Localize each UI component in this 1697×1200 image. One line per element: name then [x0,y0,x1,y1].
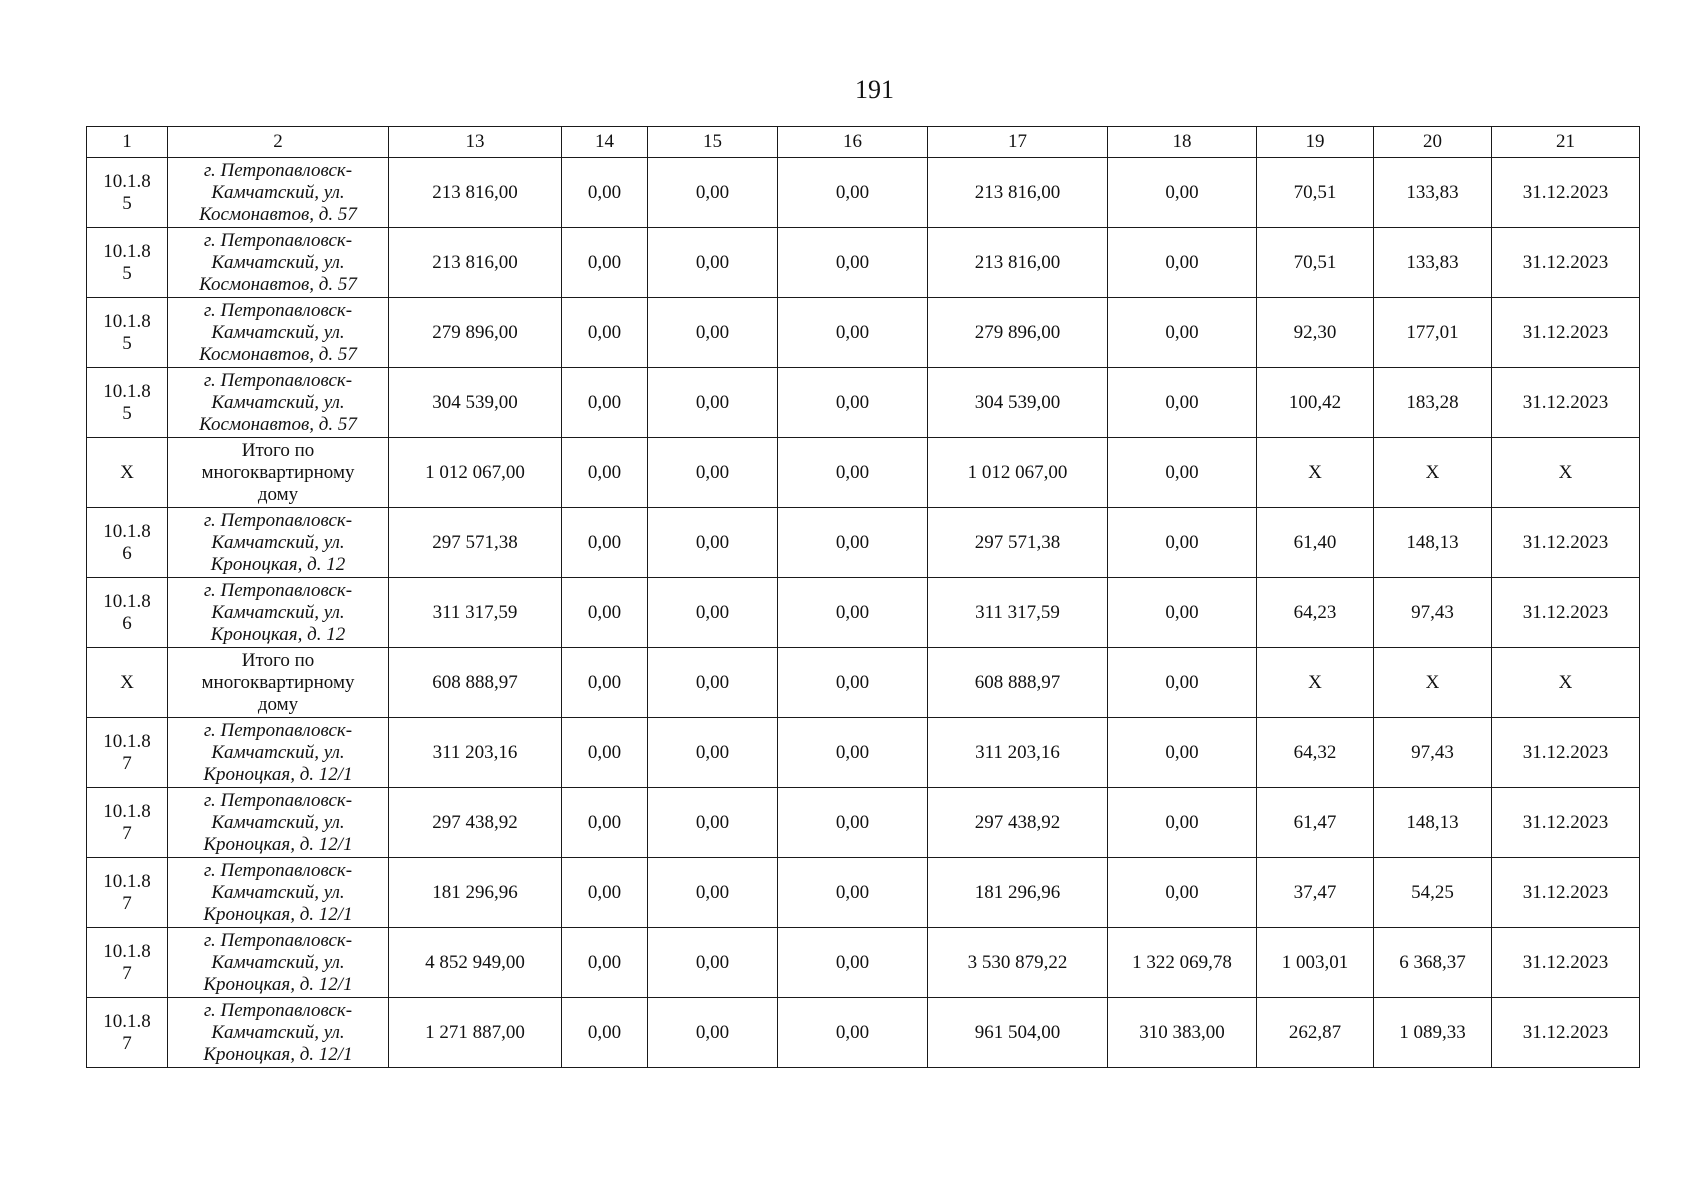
table-row [87,578,1640,648]
cell-col-13: 213 816,00 [389,158,562,228]
address-line: Кроноцкая, д. 12/1 [203,833,353,855]
cell-col-17: 213 816,00 [928,158,1108,228]
cell-col-20: 97,43 [1374,578,1492,648]
cell-col-17: 608 888,97 [928,648,1108,718]
address-line: Камчатский, ул. [211,601,345,623]
cell-col-16: 0,00 [778,298,928,368]
row-number-line: 5 [122,262,132,284]
cell-col-14: 0,00 [562,508,648,578]
table-row [87,718,1640,788]
address-line: Кроноцкая, д. 12/1 [203,1043,353,1065]
cell-col-19: 1 003,01 [1257,928,1374,998]
cell-col-13: 297 571,38 [389,508,562,578]
table-header [87,127,1640,158]
cell-col-15: 0,00 [648,648,778,718]
cell-col-19: 37,47 [1257,858,1374,928]
address-line: дому [257,693,299,715]
cell-col-19: 61,40 [1257,508,1374,578]
address-line: Кроноцкая, д. 12/1 [203,903,353,925]
column-header-19: 19 [1257,127,1374,158]
address-line: Кроноцкая, д. 12/1 [203,763,353,785]
address-cell [168,788,389,858]
cell-col-18: 0,00 [1108,508,1257,578]
cell-col-14: 0,00 [562,648,648,718]
column-header-21: 21 [1492,127,1640,158]
address-cell [168,858,389,928]
cell-col-21: 31.12.2023 [1492,508,1640,578]
address-cell [168,648,389,718]
cell-col-17: 1 012 067,00 [928,438,1108,508]
cell-col-19: 70,51 [1257,158,1374,228]
cell-col-18: 0,00 [1108,858,1257,928]
row-number-line: 10.1.8 [103,520,151,542]
row-number-cell [87,228,168,298]
table-row [87,298,1640,368]
row-number-line: 10.1.8 [103,870,151,892]
row-number-line: 5 [122,332,132,354]
cell-col-20: X [1374,438,1492,508]
column-header-14: 14 [562,127,648,158]
address-line: г. Петропавловск- [203,369,353,391]
row-number-line: 7 [122,892,132,914]
address-line: г. Петропавловск- [203,299,353,321]
cell-col-15: 0,00 [648,158,778,228]
cell-col-20: 133,83 [1374,158,1492,228]
cell-col-18: 0,00 [1108,228,1257,298]
row-number-line: 10.1.8 [103,940,151,962]
address-line: Космонавтов, д. 57 [199,343,357,365]
row-number-cell [87,718,168,788]
column-header-1: 1 [87,127,168,158]
cell-col-16: 0,00 [778,998,928,1068]
cell-col-15: 0,00 [648,578,778,648]
cell-col-16: 0,00 [778,718,928,788]
table-row [87,368,1640,438]
cell-col-20: 183,28 [1374,368,1492,438]
cell-col-21: 31.12.2023 [1492,718,1640,788]
cell-col-17: 181 296,96 [928,858,1108,928]
row-number-cell [87,158,168,228]
row-number-line: X [120,671,134,693]
address-cell [168,368,389,438]
cell-col-15: 0,00 [648,228,778,298]
cell-col-18: 1 322 069,78 [1108,928,1257,998]
cell-col-18: 0,00 [1108,158,1257,228]
address-cell [168,578,389,648]
cell-col-21: 31.12.2023 [1492,298,1640,368]
cell-col-19: 92,30 [1257,298,1374,368]
address-cell [168,298,389,368]
row-number-line: 7 [122,962,132,984]
cell-col-13: 181 296,96 [389,858,562,928]
header-row [87,127,1640,158]
table-row [87,928,1640,998]
cell-col-20: 54,25 [1374,858,1492,928]
address-line: Итого по [241,439,315,461]
cell-col-13: 279 896,00 [389,298,562,368]
cell-col-16: 0,00 [778,858,928,928]
cell-col-16: 0,00 [778,648,928,718]
cell-col-18: 310 383,00 [1108,998,1257,1068]
cell-col-17: 3 530 879,22 [928,928,1108,998]
address-line: Камчатский, ул. [211,321,345,343]
address-line: Камчатский, ул. [211,391,345,413]
cell-col-14: 0,00 [562,298,648,368]
address-line: Космонавтов, д. 57 [199,413,357,435]
cell-col-15: 0,00 [648,368,778,438]
cell-col-21: 31.12.2023 [1492,158,1640,228]
cell-col-15: 0,00 [648,998,778,1068]
address-cell [168,998,389,1068]
cell-col-13: 213 816,00 [389,228,562,298]
address-line: многоквартирному [201,671,355,693]
cell-col-18: 0,00 [1108,648,1257,718]
cell-col-14: 0,00 [562,158,648,228]
cell-col-13: 4 852 949,00 [389,928,562,998]
cell-col-13: 608 888,97 [389,648,562,718]
address-line: г. Петропавловск- [203,859,353,881]
cell-col-18: 0,00 [1108,578,1257,648]
cell-col-13: 297 438,92 [389,788,562,858]
cell-col-21: 31.12.2023 [1492,578,1640,648]
address-line: Камчатский, ул. [211,531,345,553]
cell-col-21: 31.12.2023 [1492,228,1640,298]
cell-col-21: 31.12.2023 [1492,788,1640,858]
cell-col-21: X [1492,648,1640,718]
cell-col-20: 148,13 [1374,508,1492,578]
address-line: г. Петропавловск- [203,229,353,251]
table-row [87,228,1640,298]
table-body [87,158,1640,1068]
cell-col-20: 1 089,33 [1374,998,1492,1068]
cell-col-15: 0,00 [648,928,778,998]
cell-col-20: 177,01 [1374,298,1492,368]
address-line: Космонавтов, д. 57 [199,273,357,295]
cell-col-16: 0,00 [778,578,928,648]
cell-col-17: 279 896,00 [928,298,1108,368]
cell-col-19: 64,23 [1257,578,1374,648]
row-number-line: 7 [122,822,132,844]
address-line: Кроноцкая, д. 12/1 [203,973,353,995]
cell-col-21: 31.12.2023 [1492,998,1640,1068]
address-line: г. Петропавловск- [203,159,353,181]
cell-col-16: 0,00 [778,788,928,858]
cell-col-17: 311 317,59 [928,578,1108,648]
address-cell [168,438,389,508]
row-number-cell [87,298,168,368]
row-number-cell [87,858,168,928]
cell-col-20: 133,83 [1374,228,1492,298]
row-number-line: 10.1.8 [103,240,151,262]
cell-col-21: 31.12.2023 [1492,858,1640,928]
cell-col-17: 304 539,00 [928,368,1108,438]
row-number-cell [87,788,168,858]
cell-col-14: 0,00 [562,578,648,648]
table-row [87,438,1640,508]
address-line: г. Петропавловск- [203,509,353,531]
row-number-cell [87,928,168,998]
cell-col-16: 0,00 [778,158,928,228]
cell-col-14: 0,00 [562,858,648,928]
cell-col-13: 1 271 887,00 [389,998,562,1068]
address-line: Космонавтов, д. 57 [199,203,357,225]
cell-col-15: 0,00 [648,788,778,858]
cell-col-20: 97,43 [1374,718,1492,788]
row-number-cell [87,998,168,1068]
address-line: Кроноцкая, д. 12 [210,553,346,575]
address-line: г. Петропавловск- [203,719,353,741]
address-line: Камчатский, ул. [211,881,345,903]
cell-col-20: X [1374,648,1492,718]
row-number-line: 6 [122,542,132,564]
address-line: Кроноцкая, д. 12 [210,623,346,645]
cell-col-21: X [1492,438,1640,508]
cell-col-18: 0,00 [1108,368,1257,438]
page-number: 191 [855,75,894,104]
table-row [87,648,1640,718]
cell-col-18: 0,00 [1108,788,1257,858]
cell-col-15: 0,00 [648,298,778,368]
cell-col-14: 0,00 [562,368,648,438]
cell-col-14: 0,00 [562,438,648,508]
address-cell [168,158,389,228]
cell-col-17: 297 438,92 [928,788,1108,858]
table-row [87,998,1640,1068]
cell-col-21: 31.12.2023 [1492,368,1640,438]
address-line: Камчатский, ул. [211,181,345,203]
cell-col-20: 148,13 [1374,788,1492,858]
cell-col-14: 0,00 [562,998,648,1068]
address-line: дому [257,483,299,505]
address-line: Камчатский, ул. [211,951,345,973]
cell-col-15: 0,00 [648,508,778,578]
cell-col-19: 262,87 [1257,998,1374,1068]
cell-col-18: 0,00 [1108,438,1257,508]
address-line: Камчатский, ул. [211,741,345,763]
column-header-17: 17 [928,127,1108,158]
cell-col-13: 1 012 067,00 [389,438,562,508]
row-number-cell [87,368,168,438]
row-number-line: 10.1.8 [103,590,151,612]
address-line: Камчатский, ул. [211,811,345,833]
column-header-16: 16 [778,127,928,158]
column-header-13: 13 [389,127,562,158]
row-number-line: 10.1.8 [103,380,151,402]
cell-col-13: 304 539,00 [389,368,562,438]
row-number-cell [87,438,168,508]
column-header-18: 18 [1108,127,1257,158]
cell-col-15: 0,00 [648,858,778,928]
cell-col-18: 0,00 [1108,298,1257,368]
table-row [87,508,1640,578]
row-number-line: 10.1.8 [103,730,151,752]
cell-col-21: 31.12.2023 [1492,928,1640,998]
address-cell [168,718,389,788]
row-number-line: 10.1.8 [103,170,151,192]
cell-col-17: 311 203,16 [928,718,1108,788]
cell-col-13: 311 317,59 [389,578,562,648]
address-line: Камчатский, ул. [211,251,345,273]
cell-col-14: 0,00 [562,718,648,788]
row-number-cell [87,648,168,718]
cell-col-17: 961 504,00 [928,998,1108,1068]
address-line: многоквартирному [201,461,355,483]
cell-col-16: 0,00 [778,368,928,438]
cell-col-20: 6 368,37 [1374,928,1492,998]
cell-col-14: 0,00 [562,228,648,298]
row-number-line: 7 [122,752,132,774]
cell-col-19: X [1257,648,1374,718]
cell-col-15: 0,00 [648,718,778,788]
cell-col-14: 0,00 [562,928,648,998]
row-number-line: 10.1.8 [103,1010,151,1032]
cell-col-16: 0,00 [778,508,928,578]
cell-col-19: 64,32 [1257,718,1374,788]
cell-col-18: 0,00 [1108,718,1257,788]
address-line: г. Петропавловск- [203,789,353,811]
column-header-15: 15 [648,127,778,158]
row-number-line: 5 [122,402,132,424]
cell-col-19: 100,42 [1257,368,1374,438]
cell-col-14: 0,00 [562,788,648,858]
cell-col-19: X [1257,438,1374,508]
row-number-cell [87,578,168,648]
cell-col-16: 0,00 [778,228,928,298]
cell-col-17: 297 571,38 [928,508,1108,578]
table-row [87,158,1640,228]
data-table [86,126,1640,1068]
address-cell [168,228,389,298]
row-number-line: 5 [122,192,132,214]
row-number-line: 10.1.8 [103,800,151,822]
address-line: Итого по [241,649,315,671]
address-line: г. Петропавловск- [203,999,353,1021]
address-line: Камчатский, ул. [211,1021,345,1043]
cell-col-15: 0,00 [648,438,778,508]
address-line: г. Петропавловск- [203,929,353,951]
row-number-line: 6 [122,612,132,634]
row-number-line: X [120,461,134,483]
table-row [87,858,1640,928]
cell-col-19: 61,47 [1257,788,1374,858]
column-header-20: 20 [1374,127,1492,158]
column-header-2: 2 [168,127,389,158]
address-line: г. Петропавловск- [203,579,353,601]
address-cell [168,928,389,998]
row-number-line: 10.1.8 [103,310,151,332]
cell-col-16: 0,00 [778,928,928,998]
cell-col-16: 0,00 [778,438,928,508]
cell-col-19: 70,51 [1257,228,1374,298]
address-cell [168,508,389,578]
cell-col-13: 311 203,16 [389,718,562,788]
row-number-line: 7 [122,1032,132,1054]
table-row [87,788,1640,858]
cell-col-17: 213 816,00 [928,228,1108,298]
row-number-cell [87,508,168,578]
